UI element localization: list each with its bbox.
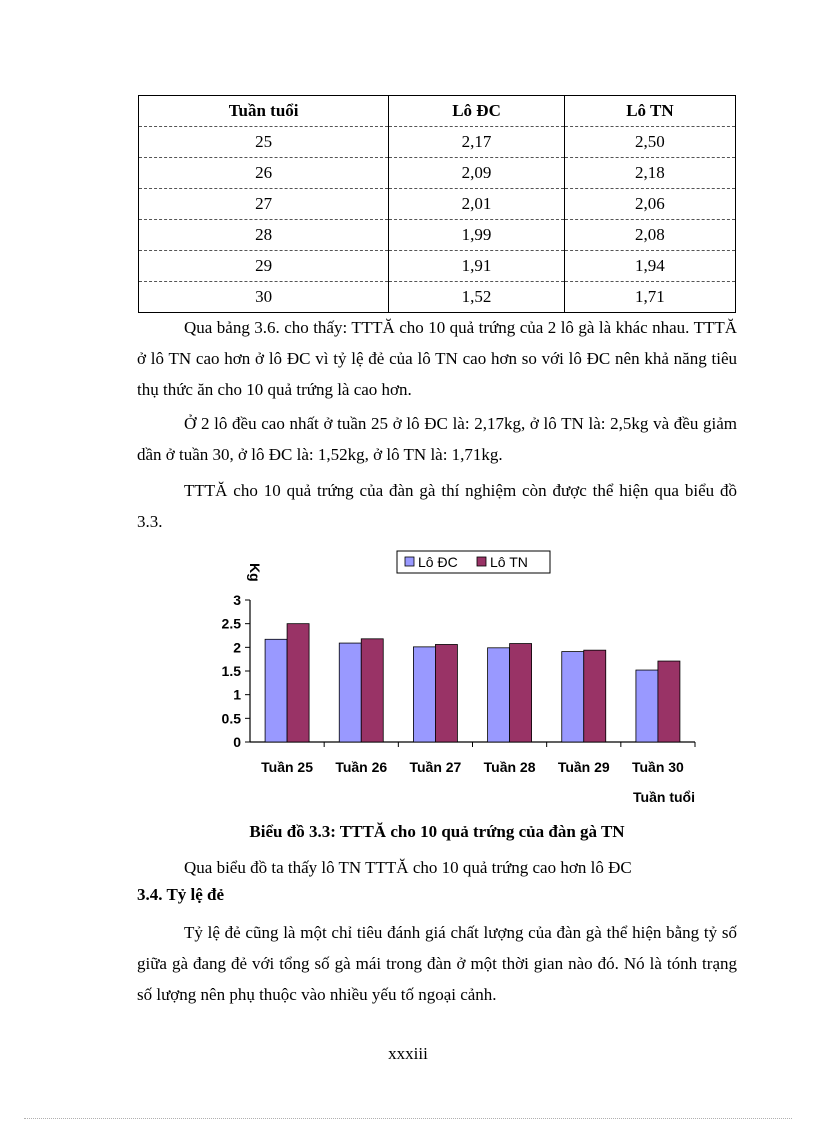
x-tick-label: Tuần 27: [409, 759, 462, 775]
cell-week: 25: [139, 127, 389, 158]
data-table: [138, 95, 736, 313]
bar-dc: [339, 643, 361, 742]
y-tick-label: 1.5: [221, 663, 241, 679]
bar-chart: [200, 545, 720, 815]
header-lot-dc: Lô ĐC: [389, 96, 565, 127]
bar-chart-svg: [200, 545, 720, 815]
cell-dc: 2,01: [389, 189, 565, 220]
y-tick-label: 0: [233, 734, 241, 750]
x-tick-label: Tuần 25: [261, 759, 314, 775]
cell-dc: 1,52: [389, 282, 565, 313]
bar-tn: [584, 650, 606, 742]
legend-label: Lô ĐC: [418, 554, 458, 570]
bar-tn: [658, 661, 680, 742]
table-row: [139, 158, 736, 189]
table-header-row: [139, 96, 736, 127]
paragraph-laying-rate: Tỷ lệ đẻ cũng là một chỉ tiêu đánh giá chất lượng của đàn gà thể hiện bằng tỷ số giữa gà đang đẻ với tổng số gà mái trong đàn ở một thời gian nào đó. Nó là tónh trạng số lượng nên phụ thuộc vào nhiều yếu tố ngoại cảnh.: [137, 923, 737, 1004]
x-tick-label: Tuần 29: [557, 759, 610, 775]
bar-tn: [510, 644, 532, 742]
y-tick-label: 1: [233, 686, 241, 703]
cell-tn: 2,50: [564, 127, 735, 158]
y-axis-label: Kg: [247, 563, 263, 582]
table-row: [139, 251, 736, 282]
cell-week: 26: [139, 158, 389, 189]
y-tick-label: 2: [233, 639, 241, 656]
y-tick-label: 2.5: [221, 615, 241, 632]
x-tick-label: Tuần 30: [631, 759, 684, 775]
cell-week: 29: [139, 251, 389, 282]
bar-dc: [562, 652, 584, 742]
cell-week: 27: [139, 189, 389, 220]
legend-swatch: [477, 557, 486, 566]
bar-tn: [435, 644, 457, 742]
legend-label: Lô TN: [490, 554, 528, 570]
cell-tn: 2,08: [564, 220, 735, 251]
cell-dc: 2,17: [389, 127, 565, 158]
header-lot-tn: Lô TN: [564, 96, 735, 127]
cell-tn: 1,94: [564, 251, 735, 282]
legend-swatch: [405, 557, 414, 566]
header-week: Tuần tuổi: [139, 96, 389, 127]
table-row: [139, 127, 736, 158]
bar-tn: [287, 624, 309, 742]
table-row: [139, 282, 736, 313]
section-heading: 3.4. Tỷ lệ đẻ: [137, 885, 225, 904]
cell-dc: 1,91: [389, 251, 565, 282]
cell-dc: 1,99: [389, 220, 565, 251]
paragraph-chart-intro: TTTĂ cho 10 quả trứng của đàn gà thí nghiệm còn được thể hiện qua biểu đồ 3.3.: [137, 481, 737, 531]
cell-dc: 2,09: [389, 158, 565, 189]
paragraph-peak-values: Ở 2 lô đều cao nhất ở tuần 25 ở lô ĐC là: 2,17kg, ở lô TN là: 2,5kg và đều giảm dần ở tuần 30, ở lô ĐC là: 1,52kg, ở lô TN là: 1,71kg.: [137, 414, 737, 464]
bar-dc: [488, 648, 510, 742]
x-tick-label: Tuần 28: [483, 759, 536, 775]
page-number: xxxiii: [388, 1044, 428, 1063]
cell-tn: 1,71: [564, 282, 735, 313]
bar-dc: [413, 647, 435, 742]
paragraph-table-analysis: Qua bảng 3.6. cho thấy: TTTĂ cho 10 quả trứng của 2 lô gà là khác nhau. TTTĂ ở lô TN cao hơn ở lô ĐC vì tỷ lệ đẻ của lô TN cao hơn so với lô ĐC nên khả năng tiêu thụ thức ăn cho 10 quả trứng là cao hơn.: [137, 318, 737, 399]
bar-tn: [361, 639, 383, 742]
bar-dc: [265, 639, 287, 742]
cell-week: 28: [139, 220, 389, 251]
y-tick-label: 0.5: [221, 710, 241, 727]
x-axis-label: Tuần tuổi: [633, 789, 695, 805]
chart-caption: Biểu đồ 3.3: TTTĂ cho 10 quả trứng của đàn gà TN: [249, 822, 625, 841]
cell-tn: 2,18: [564, 158, 735, 189]
page-divider: [24, 1118, 792, 1119]
paragraph-chart-conclusion: Qua biểu đồ ta thấy lô TN TTTĂ cho 10 quả trứng cao hơn lô ĐC: [184, 858, 632, 877]
table-row: [139, 220, 736, 251]
cell-week: 30: [139, 282, 389, 313]
x-tick-label: Tuần 26: [335, 759, 388, 775]
y-tick-label: 3: [233, 592, 241, 608]
bar-dc: [636, 670, 658, 742]
cell-tn: 2,06: [564, 189, 735, 220]
table-row: [139, 189, 736, 220]
